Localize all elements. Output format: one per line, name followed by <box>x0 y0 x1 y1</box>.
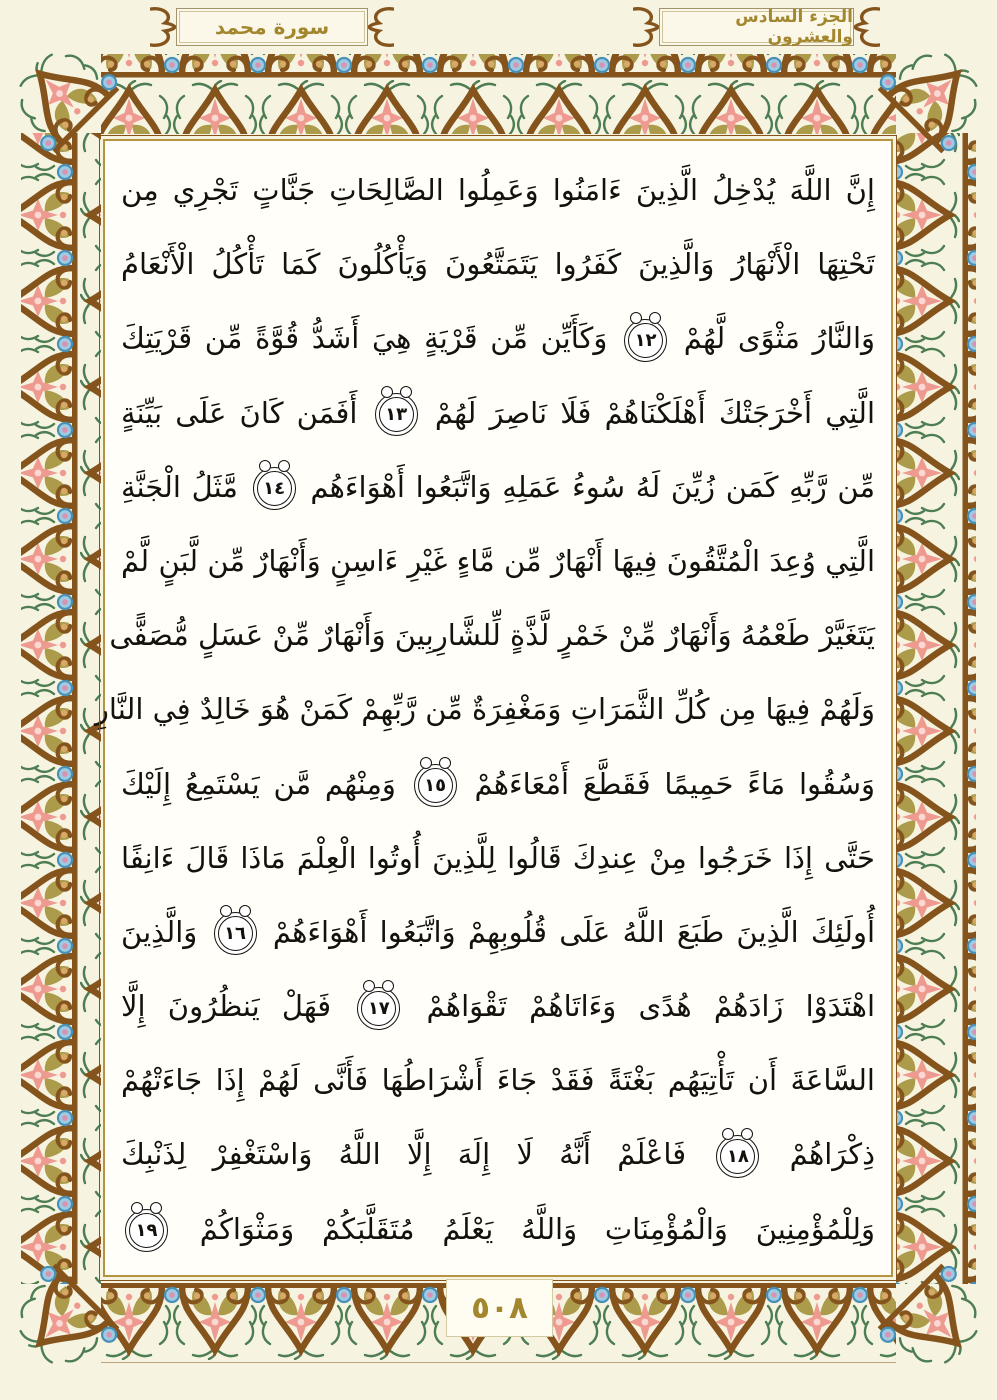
quran-line <box>121 524 875 598</box>
surah-title: سورة محمد <box>214 15 330 39</box>
quran-line <box>121 1117 875 1191</box>
verse-number: ١٨ <box>720 1139 755 1174</box>
ayah-text: فَاعْلَمْ أَنَّهُ لَا إِلَهَ إِلَّا اللَّهُ وَاسْتَغْفِرْ لِذَنْبِكَ <box>121 1137 687 1172</box>
quran-line <box>121 747 875 821</box>
ayah-text: حَتَّى إِذَا خَرَجُوا مِنْ عِندِكَ قَالُوا لِلَّذِينَ أُوتُوا الْعِلْمَ مَاذَا قَالَ ءَانِفًا <box>121 840 875 875</box>
verse-number: ١٤ <box>257 471 292 506</box>
verse-number-marker <box>214 912 257 955</box>
verse-number-marker <box>125 1209 168 1252</box>
ayah-text: إِنَّ اللَّهَ يُدْخِلُ الَّذِينَ ءَامَنُوا وَعَمِلُوا الصَّالِحَاتِ جَنَّاتٍ تَجْرِي مِن <box>121 173 875 207</box>
quran-line <box>121 450 875 524</box>
quran-line <box>121 227 875 301</box>
verse-number-marker <box>414 764 457 807</box>
ayah-text: وَلِلْمُؤْمِنِينَ وَالْمُؤْمِنَاتِ وَاللَّهُ يَعْلَمُ مُتَقَلَّبَكُمْ وَمَثْوَاكُمْ <box>199 1211 875 1246</box>
ayah-text: مَّثَلُ الْجَنَّةِ <box>121 469 238 504</box>
verse-number: ١٧ <box>361 991 396 1026</box>
verse-number-marker <box>375 393 418 436</box>
verse-number-marker <box>716 1135 759 1178</box>
quran-line <box>121 895 875 969</box>
verse-number: ١٢ <box>628 323 663 358</box>
quran-line <box>121 821 875 895</box>
ayah-text: ذِكْرَاهُمْ <box>789 1137 876 1172</box>
ayah-text: مِّن رَّبِّهِ كَمَن زُيِّنَ لَهُ سُوءُ عَمَلِهِ وَاتَّبَعُوا أَهْوَاءَهُم <box>310 469 876 504</box>
verse-number-marker <box>253 467 296 510</box>
quran-line <box>121 301 875 375</box>
verse-number: ١٩ <box>129 1213 164 1248</box>
page-number: ٥٠٨ <box>471 1290 528 1326</box>
ayah-text: وَسُقُوا مَاءً حَمِيمًا فَقَطَّعَ أَمْعَاءَهُمْ <box>474 766 876 801</box>
quran-line <box>121 376 875 450</box>
quran-line <box>94 672 875 746</box>
ayah-text: أَفَمَن كَانَ عَلَى بَيِّنَةٍ <box>121 395 358 430</box>
ayah-text: اهْتَدَوْا زَادَهُمْ هُدًى وَءَاتَاهُمْ تَقْوَاهُمْ <box>426 989 876 1024</box>
ayah-text: وَكَأَيِّن مِّن قَرْيَةٍ هِيَ أَشَدُّ قُوَّةً مِّن قَرْيَتِكَ <box>121 321 608 356</box>
ayah-text: أُولَئِكَ الَّذِينَ طَبَعَ اللَّهُ عَلَى قُلُوبِهِمْ وَاتَّبَعُوا أَهْوَاءَهُمْ <box>272 914 876 949</box>
verse-number: ١٥ <box>418 768 453 803</box>
ayah-text: تَحْتِهَا الْأَنْهَارُ وَالَّذِينَ كَفَرُوا يَتَمَتَّعُونَ وَيَأْكُلُونَ كَمَا تَأْكُلُ الْأَنْعَامُ <box>121 247 875 282</box>
page-number-box <box>446 1279 553 1337</box>
ayah-text: الَّتِي وُعِدَ الْمُتَّقُونَ فِيهَا أَنْهَارٌ مِّن مَّاءٍ غَيْرِ ءَاسِنٍ وَأَنْهَارٌ مِّن لَّبَنٍ لَّمْ <box>121 543 875 578</box>
quran-line <box>121 1192 875 1266</box>
ayah-text: فَهَلْ يَنظُرُونَ إِلَّا <box>121 989 332 1024</box>
verse-number: ١٦ <box>218 916 253 951</box>
verse-number: ١٣ <box>379 397 414 432</box>
ayah-text: وَالَّذِينَ <box>121 914 198 949</box>
verse-number-marker <box>357 987 400 1030</box>
ayah-text: السَّاعَةَ أَن تَأْتِيَهُم بَغْتَةً فَقَدْ جَاءَ أَشْرَاطُهَا فَأَنَّى لَهُمْ إِذَا جَاءَتْهُمْ <box>121 1063 875 1098</box>
ayah-text: يَتَغَيَّرْ طَعْمُهُ وَأَنْهَارٌ مِّنْ خَمْرٍ لَّذَّةٍ لِّلشَّارِبِينَ وَأَنْهَارٌ مِّنْ عَسَلٍ مُّصَفًّى <box>109 618 875 653</box>
ayah-text: الَّتِي أَخْرَجَتْكَ أَهْلَكْنَاهُمْ فَلَا نَاصِرَ لَهُمْ <box>434 395 876 430</box>
ayah-text: وَلَهُمْ فِيهَا مِن كُلِّ الثَّمَرَاتِ وَمَغْفِرَةٌ مِّن رَّبِّهِمْ كَمَنْ هُوَ خَالِدٌ فِي النَّارِ <box>94 692 875 727</box>
verse-number-marker <box>624 319 667 362</box>
quran-line <box>121 969 875 1043</box>
quran-line <box>109 598 875 672</box>
ayah-text: وَالنَّارُ مَثْوًى لَّهُمْ <box>683 321 876 356</box>
quran-line <box>121 153 875 227</box>
ayah-text: وَمِنْهُم مَّن يَسْتَمِعُ إِلَيْكَ <box>121 766 396 801</box>
juz-title: الجزء السادس والعشرون <box>735 7 853 47</box>
quran-lines <box>94 141 891 1266</box>
quran-text-panel <box>94 139 893 1277</box>
quran-line <box>121 1043 875 1117</box>
